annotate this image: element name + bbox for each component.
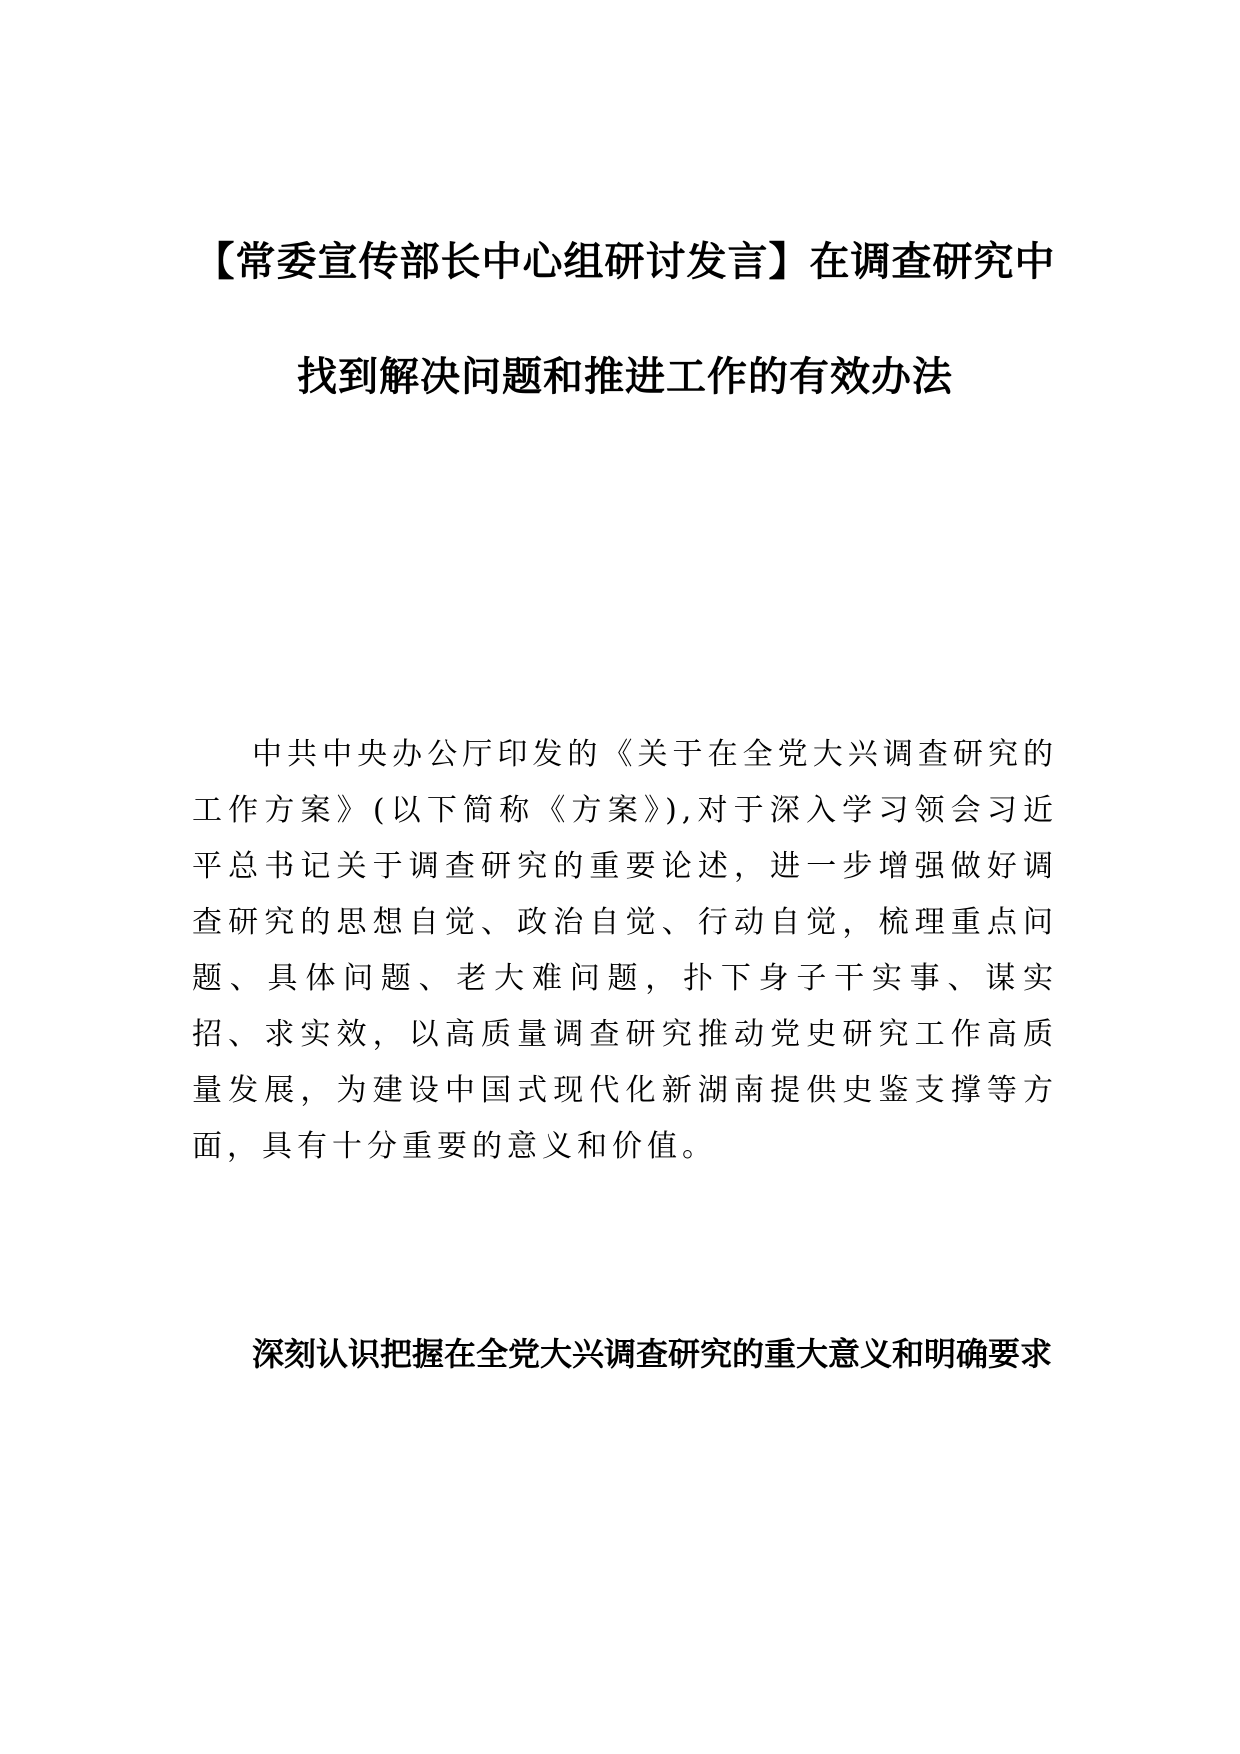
- intro-paragraph: 中共中央办公厅印发的《关于在全党大兴调查研究的工作方案》(以下简称《方案》),对于深入学习领会习近平总书记关于调查研究的重要论述，进一步增强做好调查研究的思想自觉、政治自觉、行动自觉，梳理重点问题、具体问题、老大难问题，扑下身子干实事、谋实招、求实效，以高质量调查研究推动党史研究工作高质量发展，为建设中国式现代化新湖南提供史鉴支撑等方面，具有十分重要的意义和价值。: [192, 737, 1058, 1164]
- section-heading: 深刻认识把握在全党大兴调查研究的重大意义和明确要求: [252, 1335, 1053, 1373]
- document-title: 【常委宣传部长中心组研讨发言】在调查研究中找到解决问题和推进工作的有效办法: [194, 239, 1056, 400]
